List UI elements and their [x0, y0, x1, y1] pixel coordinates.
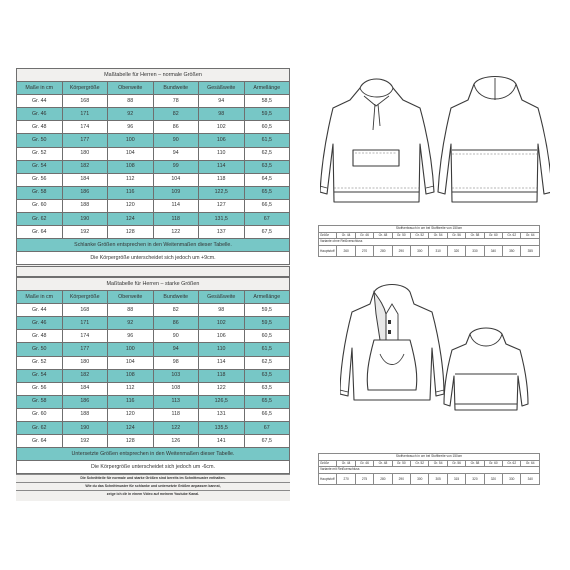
table-cell: 330	[503, 473, 521, 484]
table-cell: 63,5	[244, 160, 290, 173]
table-row	[17, 147, 290, 160]
table-cell: Gr. 62	[17, 213, 63, 226]
table-cell: Die Körpergröße unterscheidet sich jedoch um -6cm.	[17, 461, 290, 474]
table-cell: 124	[108, 213, 154, 226]
table-cell: 64,5	[244, 173, 290, 186]
table-cell: 108	[153, 382, 199, 395]
table-cell: 128	[108, 435, 154, 448]
table-cell: Armellänge	[244, 291, 290, 304]
table-note-row	[17, 239, 290, 252]
table-cell: 94	[153, 147, 199, 160]
table-cell: 114	[153, 199, 199, 212]
table-cell: 141	[199, 435, 245, 448]
table-cell: 182	[62, 160, 108, 173]
table-cell: 184	[62, 173, 108, 186]
table-cell: 67,5	[244, 226, 290, 239]
table-cell: Größe	[319, 460, 337, 467]
table-cell: Oberweite	[108, 291, 154, 304]
table-cell: Gr. 62	[17, 422, 63, 435]
table-cell: Gr. 60	[17, 408, 63, 421]
table-cell: 290	[392, 473, 410, 484]
table-cell: Die Körpergröße unterscheidet sich jedoch um +9cm.	[17, 252, 290, 265]
table-cell: 98	[199, 108, 245, 121]
table-cell: Gr. 52	[17, 147, 63, 160]
hoodie-front-drawing	[320, 79, 434, 202]
table-divider	[16, 266, 290, 277]
table-cell: Stoffverbrauch in cm bei Stoffbreite von 150cm	[319, 454, 540, 461]
table-row	[17, 173, 290, 186]
table-cell: Variante ohne Reißverschluss	[319, 239, 540, 246]
table-cell: Gr. 60	[17, 199, 63, 212]
table-cell: Größe	[319, 232, 337, 239]
table-cell: Gr. 58	[466, 460, 484, 467]
table-cell: Variante mit Reißverschluss	[319, 467, 540, 474]
table-cell: 110	[199, 147, 245, 160]
table-row	[17, 317, 290, 330]
table-row	[17, 343, 290, 356]
table-cell: 118	[199, 369, 245, 382]
table-row	[17, 395, 290, 408]
table-cell: Gr. 54	[429, 232, 447, 239]
table-cell: 112	[108, 382, 154, 395]
table-row	[17, 186, 290, 199]
table-cell: 182	[62, 369, 108, 382]
table-note-row	[17, 448, 290, 461]
table-cell: Gr. 54	[17, 160, 63, 173]
hoodie-zipper-back-drawing	[444, 328, 528, 410]
table-cell: 102	[199, 317, 245, 330]
table-cell: 106	[199, 330, 245, 343]
table-cell: Gr. 50	[17, 343, 63, 356]
table-cell: Gr. 54	[429, 460, 447, 467]
table-cell: Gr. 60	[484, 460, 502, 467]
table-cell: 66,5	[244, 408, 290, 421]
table-cell: 118	[153, 213, 199, 226]
table-cell: Gr. 48	[374, 460, 392, 467]
table-cell: Gr. 50	[392, 460, 410, 467]
fabric-table-with-zipper	[318, 453, 540, 485]
table-cell: 320	[484, 473, 502, 484]
table-cell: Gr. 58	[466, 232, 484, 239]
table-row	[17, 160, 290, 173]
table-cell: Gr. 50	[392, 232, 410, 239]
table-cell: 118	[199, 173, 245, 186]
table-cell: 60,5	[244, 121, 290, 134]
table-cell: 186	[62, 395, 108, 408]
table-cell: 104	[153, 173, 199, 186]
table-row	[17, 213, 290, 226]
table-cell: 320	[447, 245, 465, 256]
table-cell: 174	[62, 121, 108, 134]
table-cell: Gr. 46	[17, 317, 63, 330]
table-cell: 67	[244, 422, 290, 435]
table-cell: 184	[62, 382, 108, 395]
table-cell: 116	[108, 186, 154, 199]
table-cell: Gr. 44	[17, 95, 63, 108]
table-cell: Gr. 48	[17, 330, 63, 343]
table-header-row	[17, 291, 290, 304]
table-cell: Gr. 56	[17, 173, 63, 186]
table-cell: 92	[108, 317, 154, 330]
table-cell: Gr. 56	[17, 382, 63, 395]
table-cell: 108	[108, 160, 154, 173]
table-cell: Gr. 46	[17, 108, 63, 121]
table-cell: 260	[337, 245, 355, 256]
table-cell: 104	[108, 147, 154, 160]
table-cell: 88	[108, 304, 154, 317]
table-cell: 192	[62, 435, 108, 448]
table-cell: 131,5	[199, 213, 245, 226]
table-cell: Gr. 56	[447, 232, 465, 239]
table-cell: Gr. 60	[484, 232, 502, 239]
table-cell: Gr. 62	[503, 232, 521, 239]
table-cell: 100	[108, 343, 154, 356]
table-cell: Gr. 64	[17, 435, 63, 448]
table-cell: Hauptstoff	[319, 245, 337, 256]
table-cell: Körpergröße	[62, 82, 108, 95]
table-cell: 62,5	[244, 356, 290, 369]
table-cell: 120	[108, 199, 154, 212]
table-cell: Gr. 64	[521, 460, 540, 467]
table-row	[17, 304, 290, 317]
table-cell: Stoffverbrauch in cm bei Stoffbreite von 150cm	[319, 226, 540, 233]
table-cell: 59,5	[244, 317, 290, 330]
table-cell: 135,5	[199, 422, 245, 435]
table-cell: 174	[62, 330, 108, 343]
table-cell: Gr. 44	[337, 460, 355, 467]
table-cell: 82	[153, 108, 199, 121]
footnotes	[16, 474, 290, 498]
table-cell: 305	[429, 473, 447, 484]
table-cell: 99	[153, 160, 199, 173]
table-cell: Gr. 52	[411, 460, 429, 467]
table-cell: Gr. 52	[17, 356, 63, 369]
table-cell: 180	[62, 147, 108, 160]
table-cell: 78	[153, 95, 199, 108]
table-cell: 94	[199, 95, 245, 108]
table-cell: 60,5	[244, 330, 290, 343]
table-row	[17, 435, 290, 448]
table-cell: 102	[199, 121, 245, 134]
table-cell: 355	[521, 245, 540, 256]
table-cell: Gr. 64	[17, 226, 63, 239]
table-cell: 103	[153, 369, 199, 382]
table-cell: Armellänge	[244, 82, 290, 95]
table-cell: 270	[337, 473, 355, 484]
table-note-row	[17, 461, 290, 474]
hoodie-back-drawing	[438, 77, 550, 203]
table-cell: 59,5	[244, 304, 290, 317]
table-cell: 186	[62, 186, 108, 199]
table-cell: 270	[355, 245, 373, 256]
table-cell: 66,5	[244, 199, 290, 212]
table-cell: 90	[153, 134, 199, 147]
table-row	[17, 226, 290, 239]
table-cell: 171	[62, 317, 108, 330]
table-cell: Gr. 50	[17, 134, 63, 147]
table-cell: 330	[466, 245, 484, 256]
table-cell: 188	[62, 408, 108, 421]
table-cell: Bundweite	[153, 291, 199, 304]
table-row	[17, 422, 290, 435]
table-cell: 63,5	[244, 382, 290, 395]
table-cell: 177	[62, 343, 108, 356]
hoodie-flat-front-back	[320, 74, 550, 214]
table-cell: Maßtabelle für Herren – starke Größen	[17, 278, 290, 291]
table-cell: 58,5	[244, 95, 290, 108]
table-cell: Gr. 54	[17, 369, 63, 382]
table-cell: 310	[429, 245, 447, 256]
table-cell: 120	[108, 408, 154, 421]
table-cell: 122	[199, 382, 245, 395]
table-cell: Maße in cm	[17, 291, 63, 304]
table-cell: 275	[355, 473, 373, 484]
table-cell: 290	[392, 245, 410, 256]
hoodie-flat-zipper	[340, 282, 540, 412]
table-cell: 65,5	[244, 395, 290, 408]
footnote-line: zeige ich dir in einem Video auf meinem Youtube Kanal.	[16, 490, 290, 498]
table-cell: 177	[62, 134, 108, 147]
table-cell: 350	[503, 245, 521, 256]
table-cell: 126,5	[199, 395, 245, 408]
table-cell: 59,5	[244, 108, 290, 121]
table-cell: Gr. 64	[521, 232, 540, 239]
table-cell: 96	[108, 121, 154, 134]
table-cell: Gesäßweite	[199, 291, 245, 304]
table-cell: 63,5	[244, 369, 290, 382]
table-cell: 300	[411, 245, 429, 256]
table-cell: Gr. 44	[337, 232, 355, 239]
table-cell: 188	[62, 199, 108, 212]
table-cell: Gr. 48	[374, 232, 392, 239]
table-cell: 113	[153, 395, 199, 408]
table-cell: 82	[153, 304, 199, 317]
table-cell: 168	[62, 95, 108, 108]
table-row	[17, 382, 290, 395]
table-cell: 126	[153, 435, 199, 448]
table-cell: Maße in cm	[17, 82, 63, 95]
table-cell: Schlanke Größen entsprechen in den Weitenmaßen dieser Tabelle.	[17, 239, 290, 252]
table-cell: 122	[153, 226, 199, 239]
table-cell: Gr. 58	[17, 186, 63, 199]
table-row	[17, 330, 290, 343]
table-cell: 280	[374, 245, 392, 256]
table-cell: 122,5	[199, 186, 245, 199]
table-cell: 98	[199, 304, 245, 317]
table-cell: 127	[199, 199, 245, 212]
table-cell: 65,5	[244, 186, 290, 199]
table-cell: 180	[62, 356, 108, 369]
table-cell: 88	[108, 95, 154, 108]
table-cell: 131	[199, 408, 245, 421]
table-cell: 320	[466, 473, 484, 484]
table-cell: 104	[108, 356, 154, 369]
table-cell: 116	[108, 395, 154, 408]
table-cell: Gr. 52	[411, 232, 429, 239]
table-cell: 300	[411, 473, 429, 484]
table-cell: 100	[108, 134, 154, 147]
table-cell: Gr. 56	[447, 460, 465, 467]
table-cell: 114	[199, 356, 245, 369]
table-title-row	[17, 278, 290, 291]
table-title-row	[17, 69, 290, 82]
fabric-table-without-zipper	[318, 225, 540, 257]
table-cell: 112	[108, 173, 154, 186]
hoodie-zipper-front-drawing	[340, 285, 444, 401]
size-table-strong	[16, 277, 290, 474]
table-cell: Maßtabelle für Herren – normale Größen	[17, 69, 290, 82]
table-cell: 98	[153, 356, 199, 369]
table-header-row	[17, 82, 290, 95]
table-cell: 108	[108, 369, 154, 382]
table-cell: 128	[108, 226, 154, 239]
table-cell: 92	[108, 108, 154, 121]
table-cell: 190	[62, 422, 108, 435]
table-cell: 67	[244, 213, 290, 226]
table-cell: Gesäßweite	[199, 82, 245, 95]
table-row	[17, 121, 290, 134]
table-cell: 86	[153, 317, 199, 330]
table-cell: Gr. 46	[355, 460, 373, 467]
table-note-row	[17, 252, 290, 265]
table-cell: 110	[199, 343, 245, 356]
table-cell: 192	[62, 226, 108, 239]
table-cell: 137	[199, 226, 245, 239]
table-cell: 168	[62, 304, 108, 317]
table-row	[17, 108, 290, 121]
table-row	[17, 408, 290, 421]
table-cell: 190	[62, 213, 108, 226]
table-cell: 118	[153, 408, 199, 421]
table-cell: 106	[199, 134, 245, 147]
table-cell: 340	[484, 245, 502, 256]
table-cell: 171	[62, 108, 108, 121]
table-cell: 90	[153, 330, 199, 343]
table-cell: 124	[108, 422, 154, 435]
table-cell: 114	[199, 160, 245, 173]
table-cell: 86	[153, 121, 199, 134]
table-row	[17, 199, 290, 212]
table-cell: 94	[153, 343, 199, 356]
footnote-line: Wie du das Schnittmuster für schlanke und untersetzte Größen anpassen kannst,	[16, 482, 290, 490]
table-cell: 315	[447, 473, 465, 484]
table-cell: Gr. 46	[355, 232, 373, 239]
table-cell: 122	[153, 422, 199, 435]
table-cell: Gr. 62	[503, 460, 521, 467]
table-cell: Körpergröße	[62, 291, 108, 304]
table-row	[17, 369, 290, 382]
table-cell: 61,5	[244, 134, 290, 147]
table-row	[17, 356, 290, 369]
table-row	[17, 134, 290, 147]
table-cell: 109	[153, 186, 199, 199]
table-cell: 280	[374, 473, 392, 484]
table-cell: Hauptstoff	[319, 473, 337, 484]
table-cell: 61,5	[244, 343, 290, 356]
table-row	[17, 95, 290, 108]
table-cell: 96	[108, 330, 154, 343]
table-cell: 62,5	[244, 147, 290, 160]
table-cell: Oberweite	[108, 82, 154, 95]
table-cell: Gr. 48	[17, 121, 63, 134]
table-cell: 340	[521, 473, 540, 484]
size-table-normal	[16, 68, 290, 265]
footnote-line: Die Schnittteile für normale und starke Größen sind bereits im Schnittmuster enthalten.	[16, 474, 290, 482]
table-cell: 67,5	[244, 435, 290, 448]
table-cell: Untersetzte Größen entsprechen in den Weitenmaßen dieser Tabelle.	[17, 448, 290, 461]
table-cell: Gr. 58	[17, 395, 63, 408]
table-cell: Bundweite	[153, 82, 199, 95]
table-cell: Gr. 44	[17, 304, 63, 317]
